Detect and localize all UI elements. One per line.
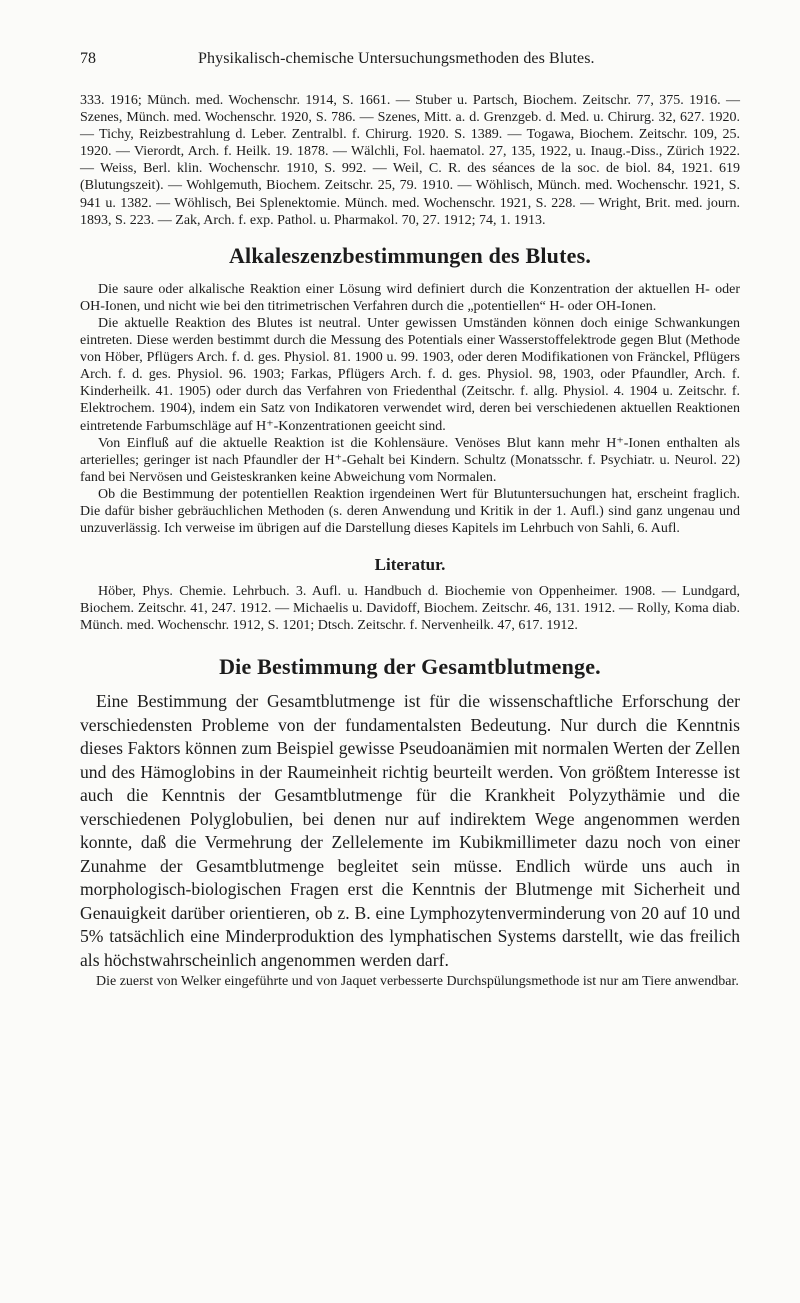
references-block: 333. 1916; Münch. med. Wochenschr. 1914, S. 1661. — Stuber u. Partsch, Biochem. Zeitschr. 77, 375. 1916. — Szenes, Münch. med. Wochenschr. 1920, S. 786. — Szenes, Mitt. a. d. Grenzgeb. d. Med. u. Chirurg. 32, 627. 1920. — Tichy, Reizbestrahlung d. Leber. Zentralbl. f. Chirurg. 1920. S. 1389. — Togawa, Biochem. Zeitschr. 109, 25. 1920. — Vierordt, Arch. f. Heilk. 19. 1878. — Wälchli, Fol. haematol. 27, 135, 1922, u. Inaug.-Diss., Zürich 1922. — Weiss, Berl. klin. Wochenschr. 1910, S. 992. — Weil, C. R. des séances de la soc. de biol. 84, 1921. 619 (Blutungszeit). — Wohlgemuth, Biochem. Zeitschr. 25, 79. 1910. — Wöhlisch, Münch. med. Wochenschr. 1921, S. 941 u. 1382. — Wöhlisch, Bei Splenektomie. Münch. med. Wochenschr. 1921, S. 228. — Wright, Brit. med. journ. 1893, S. 223. — Zak, Arch. f. exp. Pathol. u. Pharmakol. 70, 27. 1912; 74, 1. 1913. xyxy=(80,93,740,228)
book-page xyxy=(80,50,740,991)
gesamtblutmenge-paragraph: Eine Bestimmung der Gesamtblutmenge ist für die wissenschaftliche Erforschung der verschiedensten Probleme von der fundamentalsten Bedeutung. Nur durch die Kenntnis dieses Faktors können zum Beispiel gewisse Pseudoanämien mit normalen Werten der Zellen und des Hämoglobins in der Raumeinheit richtig beurteilt werden. Von größtem Interesse ist auch die Kenntnis der Gesamtblutmenge für die Krankheit Polyzythämie und die verschiedenen Polyglobulien, bei denen nur auf indirektem Wege angenommen werden konnte, daß die Vermehrung der Zellelemente im Kubikmillimeter dazu noch von einer Zunahme der Gesamtblutmenge begleitet sein müsse. Endlich würde uns auch in morphologisch-biologischen Fragen erst die Kenntnis der Blutmenge mit Sicherheit und Genauigkeit darüber orientieren, ob z. B. eine Lymphozytenverminderung von 20 auf 10 und 5% tatsächlich eine Minderproduktion des lymphatischen Systems darstellt, wie das freilich als höchstwahrscheinlich angenommen werden darf. xyxy=(80,691,740,970)
literatur-text: Höber, Phys. Chemie. Lehrbuch. 3. Aufl. u. Handbuch d. Biochemie von Oppenheimer. 1908. — Lundgard, Biochem. Zeitschr. 41, 247. 1912. — Michaelis u. Davidoff, Biochem. Zeitschr. 46, 131. 1912. — Rolly, Koma diab. Münch. med. Wochenschr. 1912, S. 1201; Dtsch. Zeitschr. f. Nervenheilk. 47, 617. 1912. xyxy=(80,584,740,634)
page-number: 78 xyxy=(80,50,96,67)
section-heading-gesamtblutmenge: Die Bestimmung der Gesamtblutmenge. xyxy=(219,654,601,680)
running-head xyxy=(80,50,740,74)
paragraph: Von Einfluß auf die aktuelle Reaktion ist die Kohlensäure. Venöses Blut kann mehr H⁺-Ionen enthalten als arterielles; geringer ist nach Pfaundler der H⁺-Gehalt bei Kindern. Schultz (Monatsschr. f. Psychiatr. u. Neurol. 22) fand bei Nervösen und Geisteskranken keine Abweichung vom Normalen. xyxy=(80,435,740,485)
paragraph: Die saure oder alkalische Reaktion einer Lösung wird definiert durch die Konzentration der aktuellen H- oder OH-Ionen, und nicht wie bei den titrimetrischen Verfahren durch die „potentiellen“ H- oder OH-Ionen. xyxy=(80,281,740,314)
paragraph: Die aktuelle Reaktion des Blutes ist neutral. Unter gewissen Umständen können doch einige Schwankungen eintreten. Diese werden bestimmt durch die Messung des Potentials einer Wasserstoffelektrode gegen Blut (Methode von Höber, Pflügers Arch. f. d. ges. Physiol. 81. 1900 u. 99. 1903, oder deren Modifikationen von Fränckel, Pflügers Arch. f. d. ges. Physiol. 96. 1903; Farkas, Pflügers Arch. f. d. ges. Physiol. 98, 1903, oder Pfaundler, Arch. f. Kinderheilk. 41. 1905) oder durch das Verfahren von Friedenthal (Zeitschr. f. allg. Physiol. 4. 1904 u. Zeitschr. f. Elektrochem. 1904), indem ein Satz von Indikatoren verwendet wird, deren bei verschiedenen aktuellen Reaktionen eintretende Farbumschläge auf H⁺-Konzentrationen geeicht sind. xyxy=(80,315,740,434)
section-heading-alkaleszenz: Alkaleszenzbestimmungen des Blutes. xyxy=(228,242,592,268)
literatur-heading: Literatur. xyxy=(374,555,446,575)
paragraph: Ob die Bestimmung der potentiellen Reaktion irgendeinen Wert für Blutuntersuchungen hat, erscheint fraglich. Die dafür bisher gebräuchlichen Methoden (s. deren Anwendung und Kritik in der 1. Aufl.) sind ganz ungenau und unzuverlässig. Ich verweise im übrigen auf die Darstellung dieses Kapitels im Lehrbuch von Sahli, 6. Aufl. xyxy=(80,486,740,537)
section-alkaleszenz-body xyxy=(80,281,740,537)
method-note: Die zuerst von Welker eingeführte und von Jaquet verbesserte Durchspülungsmethode ist nur am Tiere anwendbar. xyxy=(96,974,739,990)
running-title: Physikalisch-chemische Untersuchungsmethoden des Blutes. xyxy=(198,50,595,67)
